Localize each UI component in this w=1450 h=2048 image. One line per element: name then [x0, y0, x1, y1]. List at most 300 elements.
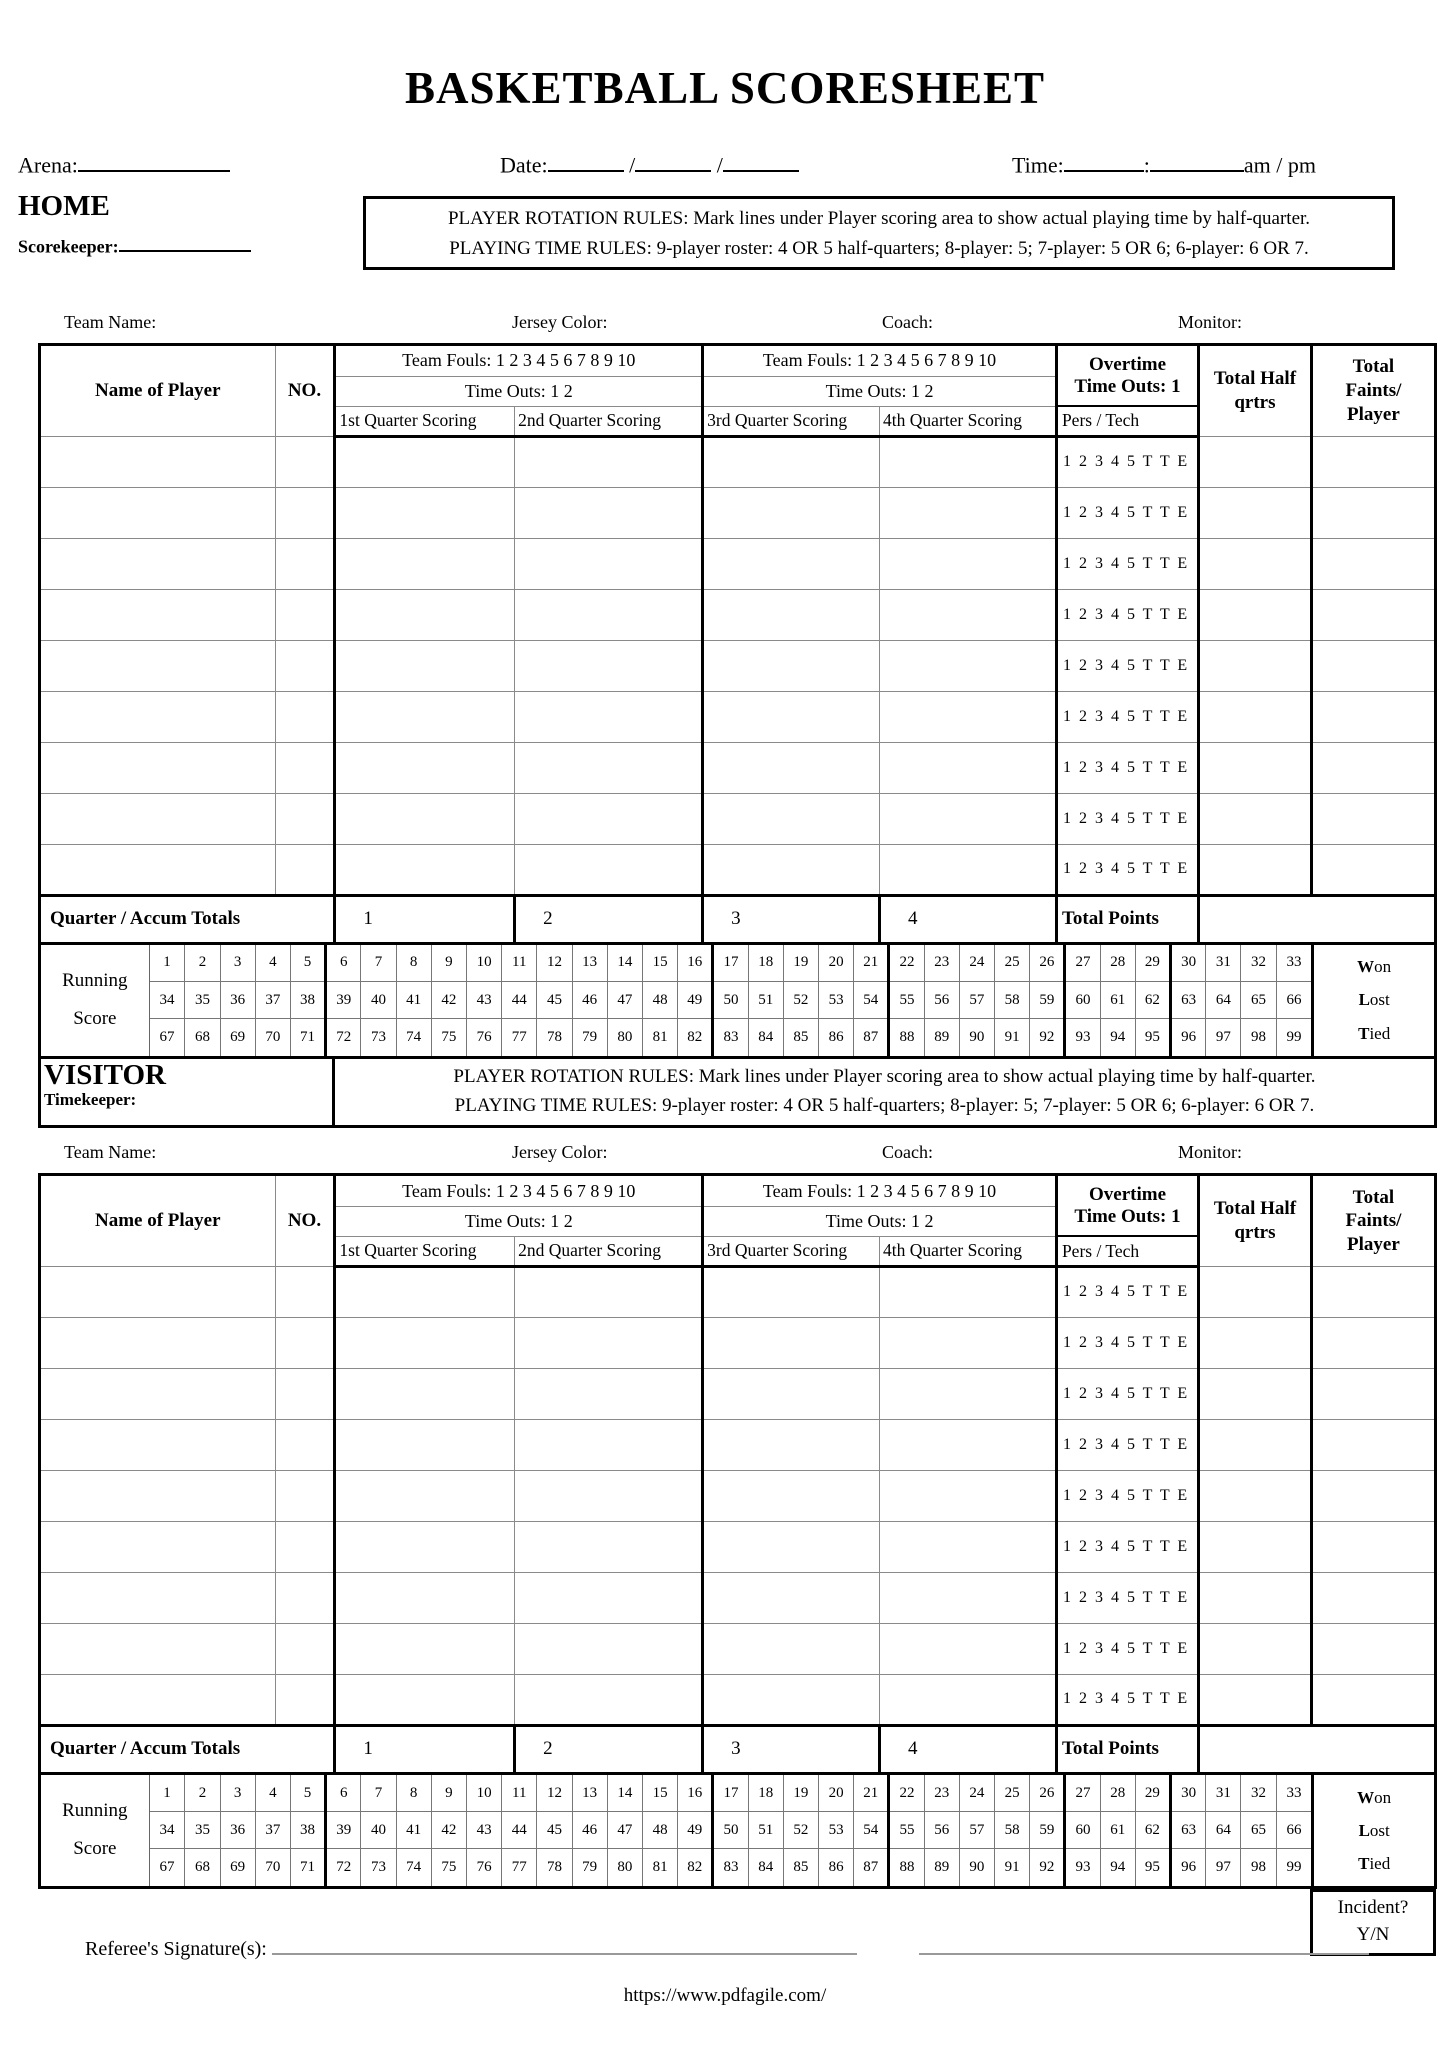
visitor-team-info-row	[38, 1142, 1437, 1169]
name-of-player-header: Name of Player	[41, 346, 275, 436]
running-score-cell: 28	[1100, 1775, 1135, 1812]
running-score-cell: 2	[185, 945, 220, 982]
pers-tech-fouls-cell: 1 2 3 4 5 T T E	[1056, 1266, 1198, 1317]
running-score-cell: 97	[1206, 1019, 1241, 1056]
running-score-cell: 57	[959, 1812, 994, 1849]
blank-half-cell	[1199, 589, 1312, 640]
running-score-cell: 36	[220, 1812, 255, 1849]
player-row	[41, 691, 1434, 742]
running-score-cell: 65	[1241, 982, 1276, 1019]
total-points-blank-cell	[1199, 895, 1434, 943]
running-score-cell: 67	[150, 1849, 185, 1886]
running-score-cell: 91	[995, 1849, 1030, 1886]
blank-q1-cell	[335, 1419, 515, 1470]
blank-q2-cell	[515, 1419, 703, 1470]
running-score-cell: 23	[924, 945, 959, 982]
blank-half-cell	[1199, 742, 1312, 793]
running-score-cell: 56	[924, 1812, 959, 1849]
total-faints-per-player-header: Total Faints/ Player	[1311, 346, 1434, 436]
running-score-cell: 51	[748, 982, 783, 1019]
blank-q1-cell	[335, 691, 515, 742]
running-score-cell: 87	[854, 1019, 889, 1056]
running-score-cell: 92	[1030, 1849, 1065, 1886]
running-score-cell: 22	[889, 945, 924, 982]
running-score-cell: 46	[572, 1812, 607, 1849]
blank-name-cell	[41, 640, 275, 691]
time-field	[1012, 150, 1316, 178]
blank-half-cell	[1199, 1521, 1312, 1572]
blank-name-cell	[41, 436, 275, 487]
running-score-cell: 10	[466, 1775, 501, 1812]
rules-line-1: PLAYER ROTATION RULES: Mark lines under Player scoring area to show actual playing time by half-quarter.	[453, 1065, 1316, 1087]
running-score-grid-row	[150, 982, 1312, 1019]
blank-faints-cell	[1311, 1623, 1434, 1674]
running-score-cell: 68	[185, 1019, 220, 1056]
running-score-cell: 79	[572, 1849, 607, 1886]
blank-q4-cell	[880, 538, 1057, 589]
blank-q2-cell	[515, 1674, 703, 1725]
running-score-cell: 40	[361, 982, 396, 1019]
running-score-cell: 61	[1100, 1812, 1135, 1849]
running-score-cell: 82	[678, 1849, 713, 1886]
running-score-cell: 58	[995, 982, 1030, 1019]
q2-total-cell: 2	[515, 895, 703, 943]
running-score-cell: 93	[1065, 1849, 1100, 1886]
blank-half-cell	[1199, 436, 1312, 487]
blank-q3-cell	[703, 538, 880, 589]
total-half-quarters-header: Total Half qrtrs	[1199, 1176, 1312, 1266]
blank-faints-cell	[1311, 1674, 1434, 1725]
overtime-header-line1: Overtime	[1088, 353, 1166, 375]
blank-q1-cell	[335, 742, 515, 793]
running-score-cell: 44	[502, 1812, 537, 1849]
running-score-cell: 7	[361, 945, 396, 982]
running-score-cell: 37	[255, 1812, 290, 1849]
running-score-cell: 86	[819, 1019, 854, 1056]
running-score-cell: 32	[1241, 1775, 1276, 1812]
blank-name-cell	[41, 1521, 275, 1572]
running-score-cell: 12	[537, 1775, 572, 1812]
running-score-cell: 32	[1241, 945, 1276, 982]
blank-q3-cell	[703, 691, 880, 742]
quarter-accum-totals-label: Quarter / Accum Totals	[41, 1725, 335, 1773]
blank-q2-cell	[515, 436, 703, 487]
blank-q2-cell	[515, 487, 703, 538]
running-score-cell: 15	[642, 945, 677, 982]
running-score-cell: 81	[642, 1849, 677, 1886]
pers-tech-fouls-cell: 1 2 3 4 5 T T E	[1056, 1470, 1198, 1521]
pers-tech-fouls-cell: 1 2 3 4 5 T T E	[1056, 844, 1198, 895]
pers-tech-fouls-cell: 1 2 3 4 5 T T E	[1056, 1317, 1198, 1368]
result-won: Won	[1357, 957, 1392, 977]
running-score-cell: 20	[819, 1775, 854, 1812]
date-day-blank	[635, 150, 711, 172]
pers-tech-fouls-cell: 1 2 3 4 5 T T E	[1056, 1419, 1198, 1470]
q1-total-cell: 1	[335, 1725, 515, 1773]
visitor-section	[0, 1142, 1450, 1889]
blank-no-cell	[275, 1470, 335, 1521]
blank-q2-cell	[515, 1470, 703, 1521]
team-fouls-header-2nd-half: Team Fouls: 1 2 3 4 5 6 7 8 9 10	[703, 1176, 1057, 1206]
blank-faints-cell	[1311, 1266, 1434, 1317]
running-score-cell: 89	[924, 1849, 959, 1886]
blank-no-cell	[275, 1572, 335, 1623]
blank-half-cell	[1199, 487, 1312, 538]
visitor-banner-row	[41, 1056, 1434, 1126]
blank-q3-cell	[703, 742, 880, 793]
rules-line-2: PLAYING TIME RULES: 9-player roster: 4 OR 5 half-quarters; 8-player: 5; 7-player: 5 OR 6; 6-player: 6 OR 7.	[454, 1094, 1315, 1116]
blank-name-cell	[41, 487, 275, 538]
running-score-cell: 43	[466, 1812, 501, 1849]
running-score-cell: 24	[959, 1775, 994, 1812]
running-score-cell: 89	[924, 1019, 959, 1056]
blank-no-cell	[275, 793, 335, 844]
running-score-cell: 27	[1065, 945, 1100, 982]
running-score-cell: 26	[1030, 1775, 1065, 1812]
blank-name-cell	[41, 589, 275, 640]
running-score-cell: 59	[1030, 982, 1065, 1019]
source-url[interactable]: https://www.pdfagile.com/	[623, 1984, 827, 2006]
blank-name-cell	[41, 844, 275, 895]
running-score-cell: 48	[642, 982, 677, 1019]
home-team-info-row	[38, 312, 1437, 339]
running-score-cell: 91	[995, 1019, 1030, 1056]
running-score-cell: 16	[678, 945, 713, 982]
blank-half-cell	[1199, 793, 1312, 844]
running-score-cell: 19	[783, 945, 818, 982]
pers-tech-fouls-cell: 1 2 3 4 5 T T E	[1056, 538, 1198, 589]
running-score-grid-row	[150, 1849, 1312, 1886]
blank-no-cell	[275, 589, 335, 640]
running-score-cell: 13	[572, 945, 607, 982]
total-points-blank-cell	[1199, 1725, 1434, 1773]
running-score-cell: 15	[642, 1775, 677, 1812]
running-score-cell: 97	[1206, 1849, 1241, 1886]
total-half-quarters-header: Total Half qrtrs	[1199, 346, 1312, 436]
blank-half-cell	[1199, 844, 1312, 895]
blank-faints-cell	[1311, 844, 1434, 895]
running-score-cell: 17	[713, 945, 748, 982]
blank-q2-cell	[515, 691, 703, 742]
running-score-label: Running Score	[41, 1775, 150, 1886]
running-score-cell: 60	[1065, 982, 1100, 1019]
blank-no-cell	[275, 1368, 335, 1419]
running-score-cell: 66	[1276, 982, 1311, 1019]
running-score-cell: 76	[466, 1019, 501, 1056]
total-faints-per-player-header: Total Faints/ Player	[1311, 1176, 1434, 1266]
blank-name-cell	[41, 1317, 275, 1368]
running-score-cell: 74	[396, 1849, 431, 1886]
visitor-running-score-row	[41, 1775, 1434, 1886]
total-points-label: Total Points	[1056, 1725, 1198, 1773]
running-score-cell: 84	[748, 1019, 783, 1056]
q2-scoring-header: 2nd Quarter Scoring	[515, 406, 703, 436]
running-score-cell: 74	[396, 1019, 431, 1056]
running-score-cell: 53	[819, 982, 854, 1019]
page-title: BASKETBALL SCORESHEET	[405, 63, 1045, 113]
running-score-cell: 9	[431, 945, 466, 982]
visitor-running-score-grid	[150, 1775, 1312, 1886]
running-score-cell: 29	[1135, 945, 1170, 982]
home-section	[0, 312, 1450, 1128]
blank-q4-cell	[880, 436, 1057, 487]
running-score-cell: 45	[537, 982, 572, 1019]
blank-q3-cell	[703, 589, 880, 640]
running-score-cell: 69	[220, 1019, 255, 1056]
blank-q4-cell	[880, 1623, 1057, 1674]
blank-q3-cell	[703, 793, 880, 844]
running-score-cell: 82	[678, 1019, 713, 1056]
blank-faints-cell	[1311, 436, 1434, 487]
blank-no-cell	[275, 1674, 335, 1725]
quarter-accum-totals-row	[41, 895, 1434, 943]
visitor-scoresheet-frame	[38, 1173, 1437, 1889]
running-score-cell: 50	[713, 982, 748, 1019]
blank-faints-cell	[1311, 793, 1434, 844]
blank-q1-cell	[335, 1317, 515, 1368]
time-outs-header-2nd-half: Time Outs: 1 2	[703, 1206, 1057, 1236]
blank-half-cell	[1199, 1623, 1312, 1674]
timekeeper-label: Timekeeper:	[44, 1089, 137, 1109]
blank-half-cell	[1199, 1572, 1312, 1623]
home-running-score-grid	[150, 945, 1312, 1056]
quarter-accum-totals-row	[41, 1725, 1434, 1773]
blank-no-cell	[275, 844, 335, 895]
running-score-cell: 21	[854, 945, 889, 982]
running-score-cell: 48	[642, 1812, 677, 1849]
running-score-cell: 3	[220, 945, 255, 982]
running-score-cell: 38	[290, 982, 325, 1019]
date-month-blank	[548, 150, 624, 172]
blank-faints-cell	[1311, 1368, 1434, 1419]
home-result-box	[1311, 945, 1434, 1056]
running-score-cell: 23	[924, 1775, 959, 1812]
referee-signature-label: Referee's Signature(s):	[85, 1937, 267, 1960]
q4-scoring-header: 4th Quarter Scoring	[880, 406, 1057, 436]
blank-no-cell	[275, 691, 335, 742]
pers-tech-header: Pers / Tech	[1056, 1236, 1198, 1266]
referee-signature-line-1	[272, 1935, 857, 1955]
blank-q1-cell	[335, 436, 515, 487]
arena-field	[18, 150, 230, 178]
player-row	[41, 1266, 1434, 1317]
date-year-blank	[723, 150, 799, 172]
running-score-cell: 1	[150, 1775, 185, 1812]
blank-q3-cell	[703, 844, 880, 895]
name-of-player-header: Name of Player	[41, 1176, 275, 1266]
blank-no-cell	[275, 436, 335, 487]
jersey-color-label: Jersey Color:	[512, 312, 608, 332]
result-lost: Lost	[1358, 990, 1390, 1010]
home-running-score-row	[41, 945, 1434, 1056]
referee-signature-line-2	[919, 1935, 1369, 1955]
blank-q4-cell	[880, 589, 1057, 640]
running-score-cell: 39	[326, 982, 361, 1019]
date-field	[500, 150, 799, 178]
blank-half-cell	[1199, 1317, 1312, 1368]
blank-name-cell	[41, 538, 275, 589]
page-header	[0, 0, 1450, 312]
overtime-header-line2: Time Outs: 1	[1074, 375, 1181, 397]
q3-total-cell: 3	[703, 895, 880, 943]
running-score-cell: 47	[607, 982, 642, 1019]
running-score-cell: 14	[607, 1775, 642, 1812]
player-number-header: NO.	[275, 346, 335, 436]
blank-half-cell	[1199, 1368, 1312, 1419]
scorekeeper-label: Scorekeeper:	[18, 236, 119, 257]
team-name-label: Team Name:	[64, 312, 157, 332]
running-score-cell: 1	[150, 945, 185, 982]
blank-q3-cell	[703, 640, 880, 691]
blank-q3-cell	[703, 1470, 880, 1521]
running-score-cell: 22	[889, 1775, 924, 1812]
running-score-cell: 6	[326, 1775, 361, 1812]
blank-q1-cell	[335, 844, 515, 895]
home-player-rows	[41, 436, 1434, 895]
referee-signature-field	[85, 1935, 1369, 1961]
running-score-cell: 52	[783, 1812, 818, 1849]
pers-tech-fouls-cell: 1 2 3 4 5 T T E	[1056, 436, 1198, 487]
running-score-cell: 8	[396, 945, 431, 982]
blank-faints-cell	[1311, 487, 1434, 538]
blank-q3-cell	[703, 436, 880, 487]
visitor-rules-cell	[335, 1059, 1434, 1126]
incident-label: Incident?	[1337, 1896, 1409, 1918]
time-hour-blank	[1064, 150, 1144, 172]
blank-no-cell	[275, 1317, 335, 1368]
running-score-cell: 88	[889, 1849, 924, 1886]
date-slash-2: /	[716, 152, 723, 178]
blank-q1-cell	[335, 1674, 515, 1725]
running-score-cell: 61	[1100, 982, 1135, 1019]
running-score-cell: 50	[713, 1812, 748, 1849]
blank-q2-cell	[515, 538, 703, 589]
running-score-cell: 73	[361, 1019, 396, 1056]
blank-no-cell	[275, 1623, 335, 1674]
blank-faints-cell	[1311, 1317, 1434, 1368]
blank-q2-cell	[515, 589, 703, 640]
rules-line-1: PLAYER ROTATION RULES: Mark lines under Player scoring area to show actual playing time by half-quarter.	[447, 208, 1311, 229]
blank-half-cell	[1199, 691, 1312, 742]
running-score-cell: 84	[748, 1849, 783, 1886]
running-score-cell: 39	[326, 1812, 361, 1849]
running-score-cell: 72	[326, 1019, 361, 1056]
running-score-cell: 68	[185, 1849, 220, 1886]
blank-q3-cell	[703, 1368, 880, 1419]
blank-no-cell	[275, 538, 335, 589]
running-score-cell: 77	[502, 1849, 537, 1886]
running-score-cell: 26	[1030, 945, 1065, 982]
page-footer	[0, 1889, 1450, 2023]
player-row	[41, 742, 1434, 793]
blank-q1-cell	[335, 1623, 515, 1674]
visitor-totals-section	[41, 1725, 1434, 1773]
blank-no-cell	[275, 640, 335, 691]
date-slash-1: /	[629, 152, 636, 178]
blank-no-cell	[275, 487, 335, 538]
blank-faints-cell	[1311, 589, 1434, 640]
running-score-cell: 31	[1206, 1775, 1241, 1812]
pers-tech-fouls-cell: 1 2 3 4 5 T T E	[1056, 640, 1198, 691]
blank-name-cell	[41, 1266, 275, 1317]
blank-half-cell	[1199, 640, 1312, 691]
q3-scoring-header: 3rd Quarter Scoring	[703, 406, 880, 436]
player-row	[41, 487, 1434, 538]
blank-q2-cell	[515, 844, 703, 895]
blank-q4-cell	[880, 487, 1057, 538]
running-score-cell: 60	[1065, 1812, 1100, 1849]
running-score-cell: 65	[1241, 1812, 1276, 1849]
visitor-player-rows	[41, 1266, 1434, 1725]
pers-tech-fouls-cell: 1 2 3 4 5 T T E	[1056, 1623, 1198, 1674]
running-score-cell: 76	[466, 1849, 501, 1886]
running-score-cell: 30	[1171, 945, 1206, 982]
blank-q4-cell	[880, 844, 1057, 895]
blank-q2-cell	[515, 1368, 703, 1419]
running-score-cell: 64	[1206, 1812, 1241, 1849]
player-row	[41, 844, 1434, 895]
running-score-cell: 92	[1030, 1019, 1065, 1056]
blank-q4-cell	[880, 1572, 1057, 1623]
q3-scoring-header: 3rd Quarter Scoring	[703, 1236, 880, 1266]
blank-name-cell	[41, 1674, 275, 1725]
running-score-cell: 57	[959, 982, 994, 1019]
player-row	[41, 1368, 1434, 1419]
running-score-cell: 79	[572, 1019, 607, 1056]
jersey-color-label: Jersey Color:	[512, 1142, 608, 1163]
player-row	[41, 1572, 1434, 1623]
scorekeeper-field	[18, 234, 251, 257]
q2-scoring-header: 2nd Quarter Scoring	[515, 1236, 703, 1266]
running-score-cell: 33	[1276, 1775, 1311, 1812]
blank-q2-cell	[515, 1266, 703, 1317]
running-score-cell: 8	[396, 1775, 431, 1812]
running-score-cell: 14	[607, 945, 642, 982]
running-score-cell: 18	[748, 945, 783, 982]
running-score-cell: 28	[1100, 945, 1135, 982]
visitor-table-header	[41, 1176, 1434, 1266]
running-score-cell: 96	[1171, 1019, 1206, 1056]
running-score-cell: 24	[959, 945, 994, 982]
running-score-cell: 27	[1065, 1775, 1100, 1812]
pers-tech-fouls-cell: 1 2 3 4 5 T T E	[1056, 1572, 1198, 1623]
pers-tech-fouls-cell: 1 2 3 4 5 T T E	[1056, 1674, 1198, 1725]
running-score-cell: 34	[150, 1812, 185, 1849]
running-score-cell: 41	[396, 982, 431, 1019]
running-score-cell: 46	[572, 982, 607, 1019]
blank-half-cell	[1199, 1470, 1312, 1521]
running-score-cell: 49	[678, 1812, 713, 1849]
time-colon: :	[1143, 152, 1150, 178]
running-score-grid-row	[150, 1019, 1312, 1056]
running-score-cell: 5	[290, 945, 325, 982]
blank-faints-cell	[1311, 538, 1434, 589]
overtime-header-line2: Time Outs: 1	[1074, 1205, 1181, 1227]
player-row	[41, 1674, 1434, 1725]
pers-tech-fouls-cell: 1 2 3 4 5 T T E	[1056, 589, 1198, 640]
blank-q3-cell	[703, 1317, 880, 1368]
running-score-cell: 81	[642, 1019, 677, 1056]
blank-no-cell	[275, 1521, 335, 1572]
player-row	[41, 1317, 1434, 1368]
home-scoresheet-frame	[38, 343, 1437, 1128]
running-score-cell: 86	[819, 1849, 854, 1886]
running-score-cell: 44	[502, 982, 537, 1019]
running-score-cell: 42	[431, 1812, 466, 1849]
blank-no-cell	[275, 742, 335, 793]
player-row	[41, 589, 1434, 640]
running-score-cell: 78	[537, 1019, 572, 1056]
